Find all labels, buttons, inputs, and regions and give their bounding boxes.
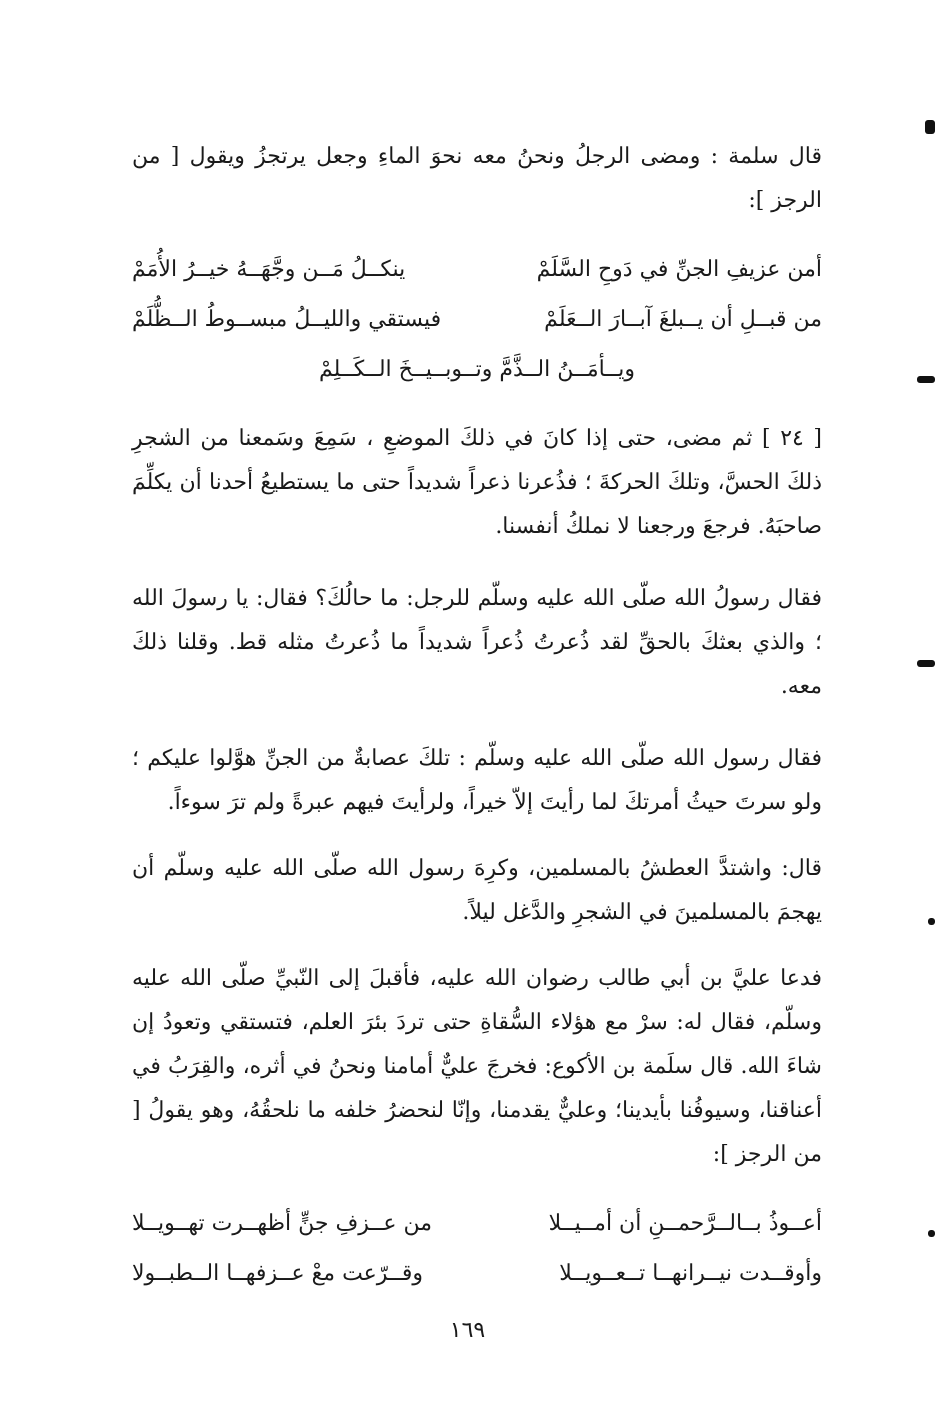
paragraph-2: [ ٢٤ ] ثم مضى، حتى إذا كانَ في ذلكَ الموضعِ ، سَمِعَ وسَمعنا من الشجرِ ذلكَ الحسَّ، وتلكَ الحركةَ ؛ فذُعرنا ذعراً شديداً حتى ما يستطيعُ أحدنا أن يكلِّمَ صاحبَهُ. فرجعَ ورجعنا لا نملكُ أنفسنا. (132, 426, 823, 539)
poem-2-row-2 (132, 1249, 822, 1299)
poem-1 (132, 245, 822, 395)
paragraph-1: قال سلمة : ومضى الرجلُ ونحنُ معه نحوَ الماءِ وجعل يرتجزُ ويقول [ من الرجز ]: (132, 144, 822, 213)
hemistich-left: فيستقي والليــلُ مبســوطُ الــظُّلَمْ (132, 307, 442, 332)
poem-2 (132, 1199, 822, 1299)
paragraph-5: قال: واشتدَّ العطشُ بالمسلمين، وكرِهَ رسول الله صلّى الله عليه وسلّم أن يهجمَ بالمسلمينَ في الشجرِ والدَّغل ليلاً. (132, 856, 822, 925)
hemistich-left: من عــزفِ جنٍّ أظهــرت تهــويــلا (132, 1211, 432, 1236)
scan-mark (928, 918, 935, 925)
hemistich-right: وأوقــدت نيــرانهــا تــعــويــلا (559, 1261, 822, 1286)
poem-1-row-1 (132, 245, 822, 295)
hemistich-right: من قبــلِ أن يــبلغَ آبــارَ الــعَلَمْ (544, 307, 822, 332)
scan-mark (928, 1230, 935, 1237)
page-number: ١٦٩ (449, 1318, 486, 1343)
hemistich-right: أعــوذُ بــالــرَّحمــنِ أن أمــيــلا (548, 1211, 822, 1236)
scan-mark (917, 376, 935, 383)
hemistich-left: وقــرّعت معْ عــزفهــا الــطبــولا (132, 1261, 423, 1286)
page-body (132, 135, 822, 1299)
poem-2-row-1 (132, 1199, 822, 1249)
paragraph-3: فقال رسولُ الله صلّى الله عليه وسلّم للرجل: ما حالُكَ؟ فقال: يا رسولَ الله ؛ والذي بعثكَ بالحقِّ لقد ذُعرتُ ذُعراً شديداً ما ذُعرتُ مثله قط. وقلنا ذلكَ معه. (132, 586, 822, 699)
poem-1-row-2 (132, 295, 822, 345)
poem-1-row-3: ويــأمَــنُ الــذَّمَّ وتــوبــيــخَ الــكَــلِمْ (318, 357, 636, 382)
paragraph-4: فقال رسول الله صلّى الله عليه وسلّم : تلكَ عصابةٌ من الجنِّ هوَّلوا عليكم ؛ ولو سرتَ حيثُ أمرتكَ لما رأيتَ إلاّ خيراً، ولرأيتَ فيهم عبرةً ولم ترَ سوءاً. (132, 746, 822, 815)
scan-mark (917, 660, 935, 667)
hemistich-left: ينكــلُ مَــن وجَّهَــهُ خيــرُ الأُمَمْ (132, 257, 406, 282)
hemistich-right: أمن عزيفِ الجنِّ في دَوحِ السَّلَمْ (536, 257, 822, 282)
scan-mark (925, 120, 935, 134)
paragraph-6: فدعا عليَّ بن أبي طالب رضوان الله عليه، فأقبلَ إلى النّبيِّ صلّى الله عليه وسلّم، فقال له: سرْ مع هؤلاء السُّقاةِ حتى تردَ بئرَ العلم، فتستقي وتعودُ إن شاءَ الله. قال سلَمة بن الأكوع: فخرجَ عليٌّ أمامنا ونحنُ في أثره، والقِرَبُ في أعناقنا، وسيوفُنا بأيدينا؛ وعليٌّ يقدمنا، وإنّا لنحضرُ خلفه ما نلحقُهُ، وهو يقولُ [ من الرجز ]: (132, 966, 822, 1167)
